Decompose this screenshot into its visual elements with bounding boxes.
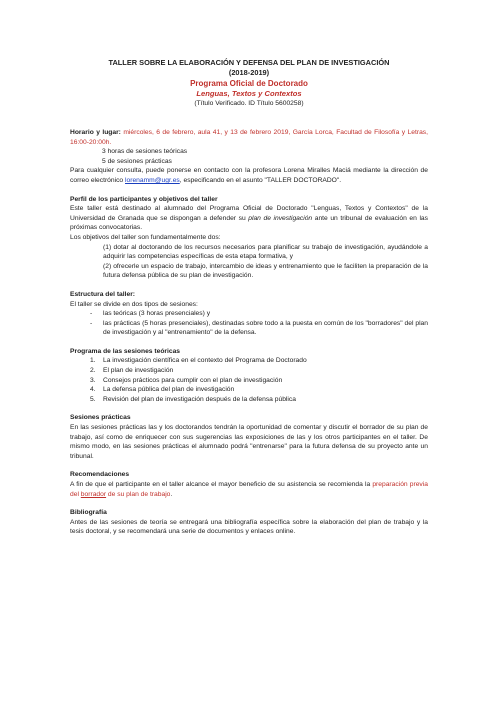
profile-heading: Perfil de los participantes y objetivos del taller bbox=[70, 195, 218, 203]
practice-heading: Sesiones prácticas bbox=[70, 414, 131, 422]
list-item-text: La investigación científica en el contexto del Programa de Doctorado bbox=[103, 357, 307, 365]
contact-paragraph bbox=[70, 166, 428, 185]
list-marker: 1. bbox=[90, 357, 96, 365]
contact-text: Para cualquier consulta, puede ponerse en contacto con la profesora Lorena Miralles Maciá mediante la dirección de correo electrónico bbox=[70, 167, 428, 184]
schedule-paragraph bbox=[70, 128, 428, 147]
list-marker: 4. bbox=[90, 386, 96, 394]
structure-intro: El taller se divide en dos tipos de sesiones: bbox=[70, 300, 198, 308]
practice-paragraph: En las sesiones prácticas las y los doctorandos tendrán la oportunidad de comentar y discutir el borrador de su plan de trabajo, así como de enriquecer con sus sugerencias las exposiciones de las y los otros participantes en el taller. De mismo modo, en las sesiones prácticas el alumnado podrá "entrenarse" para la futura defensa de su proyecto ante un tribunal. bbox=[70, 424, 428, 460]
list-marker: 3. bbox=[90, 376, 96, 384]
hours-practice: 5 de sesiones prácticas bbox=[102, 157, 172, 165]
profile-text-end: ante un tribunal de evaluación en las próximas convocatorias. bbox=[70, 214, 428, 232]
contact-text-end: , especificando en el asunto "TALLER DOCTORADO". bbox=[179, 176, 342, 184]
program-title: Programa Oficial de Doctorado bbox=[190, 79, 308, 88]
list-item bbox=[70, 309, 428, 319]
objective-2: (2) ofrecerle un espacio de trabajo, intercambio de ideas y entrenamiento que le faciliten la preparación de la futura defensa pública de su plan de investigación. bbox=[103, 262, 428, 280]
profile-text: Este taller está destinado al alumnado del Programa Oficial de Doctorado "Lenguas, Textos y Contextos" de la Universidad de Granada que se dispongan a defender su bbox=[70, 205, 428, 222]
document-years: (2018-2019) bbox=[228, 68, 270, 77]
list-item bbox=[70, 395, 428, 405]
program-name: Lenguas, Textos y Contextos bbox=[196, 89, 302, 98]
recommendations-text-end: . bbox=[170, 490, 173, 498]
list-item-text: las teóricas (3 horas presenciales) y bbox=[103, 310, 211, 318]
contact-email-link[interactable]: lorenamm@ugr.es bbox=[125, 176, 180, 184]
list-item-text: Revisión del plan de investigación después de la defensa pública bbox=[103, 395, 296, 403]
list-item bbox=[70, 356, 428, 366]
list-marker: - bbox=[90, 310, 93, 318]
list-marker: 2. bbox=[90, 367, 96, 375]
list-marker: 5. bbox=[90, 395, 96, 403]
recommendation-highlight-end: de su plan de trabajo bbox=[106, 490, 171, 498]
program-list bbox=[70, 356, 428, 404]
recommendation-highlight-underlined: borrador bbox=[80, 490, 107, 498]
objectives-intro: Los objetivos del taller son fundamentalmente dos: bbox=[70, 233, 221, 241]
schedule-label: Horario y lugar: bbox=[70, 129, 121, 136]
list-item bbox=[70, 319, 428, 338]
schedule-value: miércoles, 6 de febrero, aula 41, y 13 de febrero 2019, García Lorca, Facultad de Filosofía y Letras, 16:00-20:00h. bbox=[70, 129, 429, 146]
objective-1: (1) dotar al doctorando de los recursos necesarios para planificar su trabajo de investigación, ayudándole a adquirir las competencias específicas de esta etapa formativa, y bbox=[103, 243, 428, 261]
recommendations-heading: Recomendaciones bbox=[70, 471, 130, 479]
profile-emphasis: plan de investigación bbox=[248, 214, 313, 222]
list-item bbox=[70, 376, 428, 386]
list-marker: - bbox=[90, 319, 93, 327]
program-heading: Programa de las sesiones teóricas bbox=[70, 347, 181, 355]
hours-theory: 3 horas de sesiones teóricas bbox=[102, 148, 188, 156]
list-item-text: Consejos prácticos para cumplir con el plan de investigación bbox=[103, 376, 283, 384]
recommendations-text: A fin de que el participante en el taller alcance el mayor beneficio de su asistencia se recomienda la bbox=[70, 481, 373, 488]
document-title: TALLER SOBRE LA ELABORACIÓN Y DEFENSA DEL PLAN DE INVESTIGACIÓN bbox=[108, 58, 390, 67]
recommendations-paragraph bbox=[70, 480, 428, 499]
list-item-text: La defensa pública del plan de investigación bbox=[103, 386, 235, 394]
list-item bbox=[70, 366, 428, 376]
structure-heading: Estructura del taller: bbox=[70, 290, 136, 298]
list-item bbox=[70, 385, 428, 395]
list-item-text: las prácticas (5 horas presenciales), destinadas sobre todo a la puesta en común de los "borradores" del plan de investigación y al "entrenamiento" de la defensa. bbox=[103, 319, 428, 337]
document-content bbox=[70, 58, 428, 537]
verified-title: (Título Verificado. ID Título 5600258) bbox=[194, 100, 304, 107]
list-item-text: El plan de investigación bbox=[103, 367, 174, 375]
structure-list bbox=[70, 309, 428, 338]
bibliography-paragraph: Antes de las sesiones de teoría se entregará una bibliografía específica sobre la elaboración del plan de trabajo y la tesis doctoral, y se recomendará una serie de documentos y enlaces online. bbox=[70, 518, 428, 536]
recommendation-highlight: preparación previa del bbox=[70, 481, 428, 498]
bibliography-heading: Bibliografía bbox=[70, 509, 107, 517]
profile-paragraph bbox=[70, 204, 428, 233]
